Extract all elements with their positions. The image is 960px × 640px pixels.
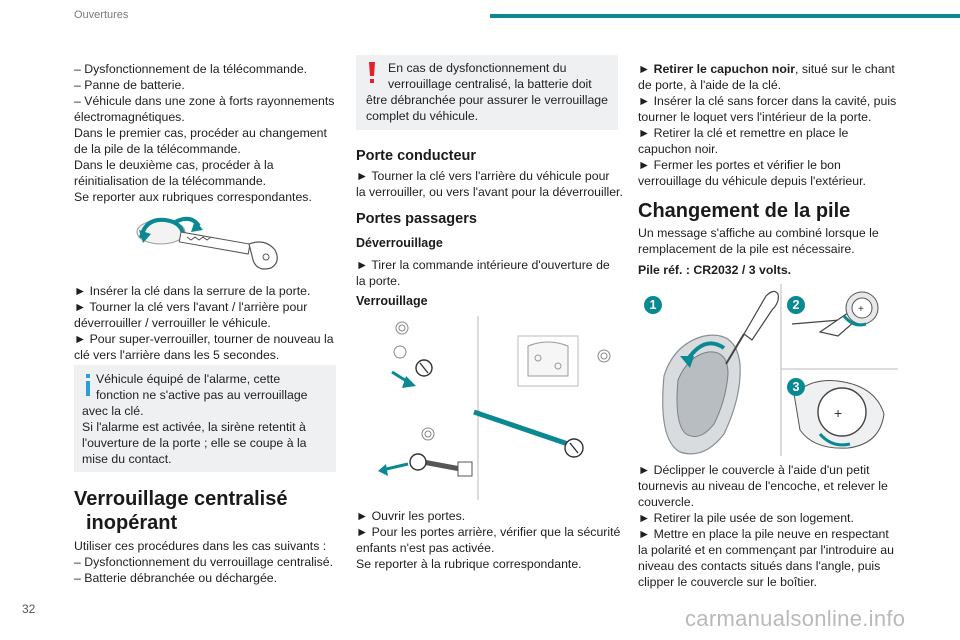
text-line: ► Retirer la pile usée de son logement.: [638, 511, 854, 525]
text-line: de la pile de la télécommande.: [74, 142, 241, 156]
note-line: avec la clé.: [82, 404, 144, 418]
driver-door-heading: Porte conducteur: [356, 148, 477, 164]
text-line: la verrouiller, ou vers l'avant pour la déverrouiller.: [356, 185, 623, 199]
note-line: mise du contact.: [82, 452, 172, 466]
watermark: carmanualsonline.info: [685, 606, 906, 631]
text-line: verrouillage du véhicule depuis l'extérieur.: [638, 174, 866, 188]
text-line: couvercle.: [638, 495, 695, 509]
note-line: En cas de dysfonctionnement du: [388, 61, 567, 75]
key-in-lock-illustration: [125, 210, 295, 272]
text-line: Dans le premier cas, procéder au changement: [74, 126, 327, 140]
battery-change-illustration: [644, 284, 898, 456]
page-number: 32: [22, 602, 36, 616]
svg-text:+: +: [834, 405, 843, 421]
instruction-rest: , situé sur le chant: [795, 62, 895, 76]
text-line: tourner le loquet vers l'intérieur de la porte.: [638, 110, 872, 124]
text-line: ► Mettre en place la pile neuve en respectant: [638, 527, 889, 541]
section-heading: inopérant: [86, 512, 178, 534]
text-line: ► Retirer la clé et remettre en place le: [638, 126, 849, 140]
text-line: ► Insérer la clé dans la serrure de la porte.: [74, 284, 311, 298]
text-line: Utiliser ces procédures dans les cas suivants :: [74, 539, 327, 553]
warning-note-box: [356, 55, 618, 130]
text-line: ► Pour super-verrouiller, tourner de nouveau la: [74, 332, 334, 346]
text-line: la polarité et en commençant par l'introduire au: [638, 543, 894, 557]
text-line: Dans le deuxième cas, procéder à la: [74, 158, 274, 172]
text-line: ► Tourner la clé vers l'avant / l'arrière pour: [74, 300, 308, 314]
text-line: Se reporter aux rubriques correspondantes.: [74, 190, 312, 204]
note-line: fonction ne s'active pas au verrouillage: [96, 388, 308, 402]
text-line: – Dysfonctionnement de la télécommande.: [74, 62, 308, 76]
text-line: Se reporter à la rubrique correspondante.: [356, 557, 582, 571]
text-line: clipper le couvercle sur le boîtier.: [638, 575, 818, 589]
text-line: – Batterie débranchée ou déchargée.: [74, 571, 278, 585]
unlock-heading: Déverrouillage: [356, 236, 443, 250]
info-icon: [83, 374, 93, 396]
note-line: complet du véhicule.: [366, 109, 479, 123]
text-line: ► Insérer la clé sans forcer dans la cavité, puis: [638, 94, 897, 108]
warning-icon: [368, 62, 376, 84]
svg-text:+: +: [858, 304, 864, 315]
text-line: – Véhicule dans une zone à forts rayonnements: [74, 94, 335, 108]
bold-instruction: ► Retirer le capuchon noir: [638, 62, 796, 76]
text-line: ► Ouvrir les portes.: [356, 509, 466, 523]
note-line: Si l'alarme est activée, la sirène retentit à: [82, 420, 306, 434]
battery-heading: Changement de la pile: [638, 200, 851, 222]
note-line: l'ouverture de la porte ; elle se coupe à la: [82, 436, 307, 450]
section-heading: Verrouillage centralisé: [74, 488, 288, 510]
key-fob-drawing: [644, 284, 898, 456]
note-line: être débranchée pour assurer le verrouillage: [366, 93, 608, 107]
text-line: remplacement de la pile est nécessaire.: [638, 242, 855, 256]
text-line: ► Tirer la commande intérieure d'ouverture de: [356, 258, 610, 272]
note-line: Véhicule équipé de l'alarme, cette: [96, 372, 281, 386]
text-line: Un message s'affiche au combiné lorsque le: [638, 226, 879, 240]
battery-reference: Pile réf. : CR2032 / 3 volts.: [638, 263, 792, 277]
passenger-door-lock-illustration: [378, 316, 618, 500]
text-line: ► Fermer les portes et vérifier le bon: [638, 158, 841, 172]
text-line: clé vers l'arrière dans les 5 secondes.: [74, 348, 280, 362]
text-line: ► Tourner la clé vers l'arrière du véhicule pour: [356, 169, 610, 183]
step-badge-2: 2: [787, 296, 805, 314]
text-line: la porte.: [356, 274, 401, 288]
text-line: – Panne de batterie.: [74, 78, 185, 92]
text-line: capuchon noir.: [638, 142, 718, 156]
passenger-doors-heading: Portes passagers: [356, 211, 477, 227]
text-line: ► Pour les portes arrière, vérifier que la sécurité: [356, 525, 621, 539]
text-line: de porte, à l'aide de la clé.: [638, 78, 782, 92]
text-line: [638, 61, 895, 77]
header-accent-bar: [490, 14, 960, 18]
step-badge-1: 1: [644, 296, 662, 314]
text-line: niveau des contacts situés dans l'angle, puis: [638, 559, 881, 573]
text-line: ► Déclipper le couvercle à l'aide d'un petit: [638, 463, 870, 477]
info-note-box: [74, 365, 336, 472]
text-line: réinitialisation de la télécommande.: [74, 174, 267, 188]
text-line: électromagnétiques.: [74, 110, 185, 124]
text-line: – Dysfonctionnement du verrouillage centralisé.: [74, 555, 334, 569]
text-line: déverrouiller / verrouiller le véhicule.: [74, 316, 271, 330]
note-line: verrouillage centralisé, la batterie doit: [388, 77, 592, 91]
text-line: enfants n'est pas activée.: [356, 541, 495, 555]
step-badge-3: 3: [787, 378, 805, 396]
lock-heading: Verrouillage: [356, 294, 428, 308]
section-header: Ouvertures: [74, 9, 129, 21]
text-line: tournevis au niveau de l'encoche, et relever le: [638, 479, 888, 493]
